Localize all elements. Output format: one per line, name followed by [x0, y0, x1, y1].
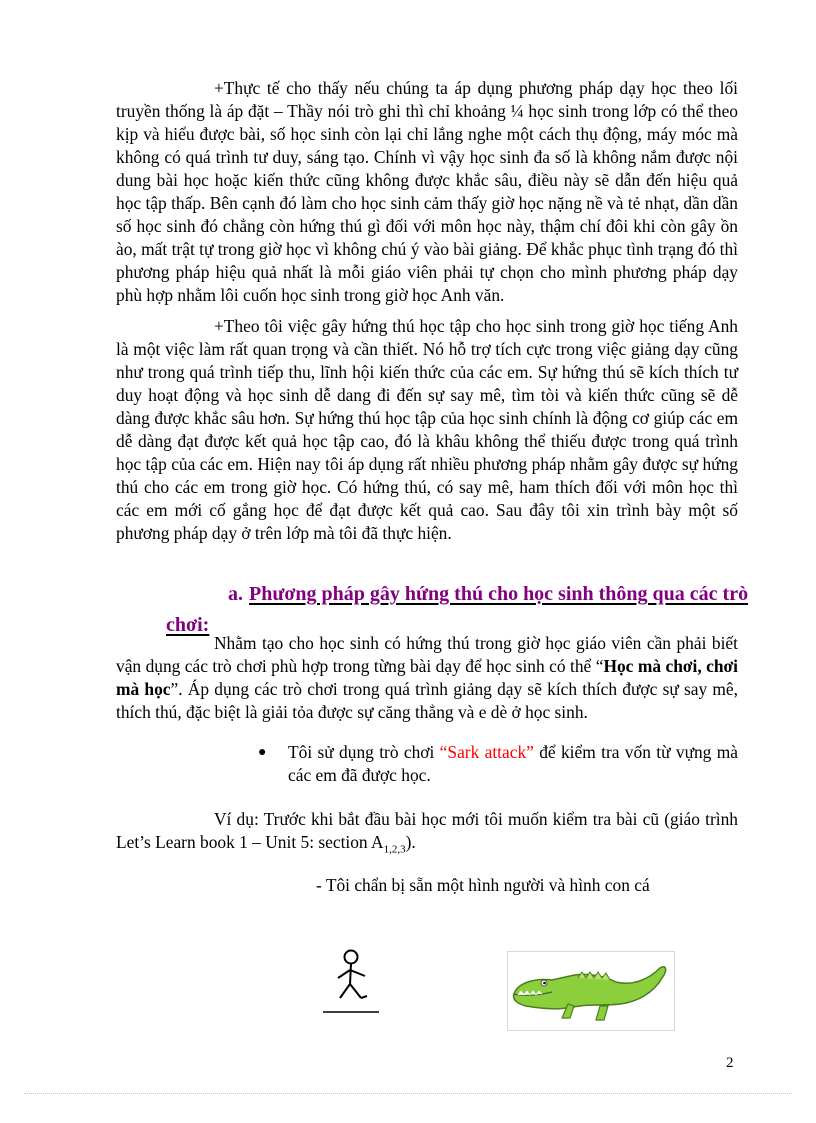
- crocodile-picture: [507, 951, 675, 1031]
- example-paragraph: [116, 808, 738, 861]
- paragraph-traditional-method: +Thực tế cho thấy nếu chúng ta áp dụng phương pháp dạy học theo lối truyền thống là áp đặt – Thầy nói trò ghi thì chỉ khoảng ¼ học sinh trong lớp có thể theo kịp và hiểu được bài, số học sinh còn lại chỉ lắng nghe một cách thụ động, máy móc mà không có quá trình tư duy, sáng tạo. Chính vì vậy học sinh đa số là không nắm được nội dung bài học hoặc kiến thức cũng không được khắc sâu, điều này sẽ dẫn đến hiệu quả học tập thấp. Bên cạnh đó làm cho học sinh cảm thấy giờ học nặng nề và tẻ nhạt, dần dần số học sinh đó chẳng còn hứng thú gì đối với môn học này, thậm chí đôi khi còn gây ồn ào, mất trật tự trong giờ học vì không chú ý vào bài giảng. Để khắc phục tình trạng đó thì phương pháp hiệu quả nhất là mỗi giáo viên phải tự chọn cho mình phương pháp dạy phù hợp nhằm lôi cuốn học sinh trong giờ học Anh văn.: [116, 78, 738, 305]
- paragraph-interest-importance: +Theo tôi việc gây hứng thú học tập cho học sinh trong giờ học tiếng Anh là một việc làm rất quan trọng và cần thiết. Nó hỗ trợ tích cực trong việc giảng dạy cũng như trong quá trình tiếp thu, lĩnh hội kiến thức của các em. Sự hứng thú sẽ kích thích tư duy hoạt động và học sinh dễ dang đi đến sự say mê, tìm tòi và kiến thức cũng sẽ dễ dàng được khắc sâu hơn. Sự hứng thú học tập của học sinh chính là động cơ giúp các em dễ dàng đạt được kết quả học tập cao, đó là khâu không thể thiếu được trong quá trình học tập của các em. Hiện nay tôi áp dụng rất nhiều phương pháp nhằm gây được sự hứng thú cho các em trong giờ học. Có hứng thú, có say mê, ham thích đối với môn học thì các em mới cố gắng học để đạt được kết quả cao. Sau đây tôi xin trình bày một số phương pháp dạy ở trên lớp mà tôi đã thực hiện.: [116, 316, 738, 543]
- games-motto: Học mà chơi, chơi mà học: [116, 656, 738, 699]
- games-text-after: ”. Áp dụng các trò chơi trong quá trình giảng dạy sẽ kích thích được sự say mê, thích thú, đặc biệt là giải tỏa được sự căng thẳng và e dè ở học sinh.: [116, 679, 738, 722]
- bullet-text: [258, 741, 738, 787]
- paragraph-games: [116, 632, 738, 724]
- stick-figure-icon: [323, 948, 379, 1014]
- crocodile-icon: [508, 952, 674, 1030]
- page-divider: [24, 1093, 792, 1094]
- example-text: Ví dụ: Trước khi bắt đầu bài học mới tôi muốn kiểm tra bài cũ (giáo trình Let’s Learn book 1 – Unit 5: section A: [116, 809, 738, 852]
- bullet-text-after: để kiểm tra vốn từ vựng mà các em đã được học.: [288, 742, 738, 785]
- section-title: Phương pháp gây hứng thú cho học sinh thông qua các trò chơi:: [166, 583, 749, 636]
- game-name: “Sark attack”: [439, 742, 534, 762]
- example-subscript: 1,2,3: [383, 843, 406, 856]
- bullet-dot-icon: ●: [258, 745, 267, 760]
- bullet-text-before: Tôi sử dụng trò chơi: [288, 742, 440, 762]
- bullet-item: [258, 741, 738, 787]
- preparation-line: - Tôi chẩn bị sẵn một hình người và hình con cá: [316, 875, 650, 895]
- example-end: ).: [405, 832, 416, 852]
- page-number: 2: [726, 1055, 734, 1071]
- section-marker: a.: [228, 583, 243, 605]
- games-text-before: Nhằm tạo cho học sinh có hứng thú trong giờ học giáo viên cần phải biết vận dụng các trò chơi phù hợp trong từng bài dạy để học sinh có thể “: [116, 633, 738, 676]
